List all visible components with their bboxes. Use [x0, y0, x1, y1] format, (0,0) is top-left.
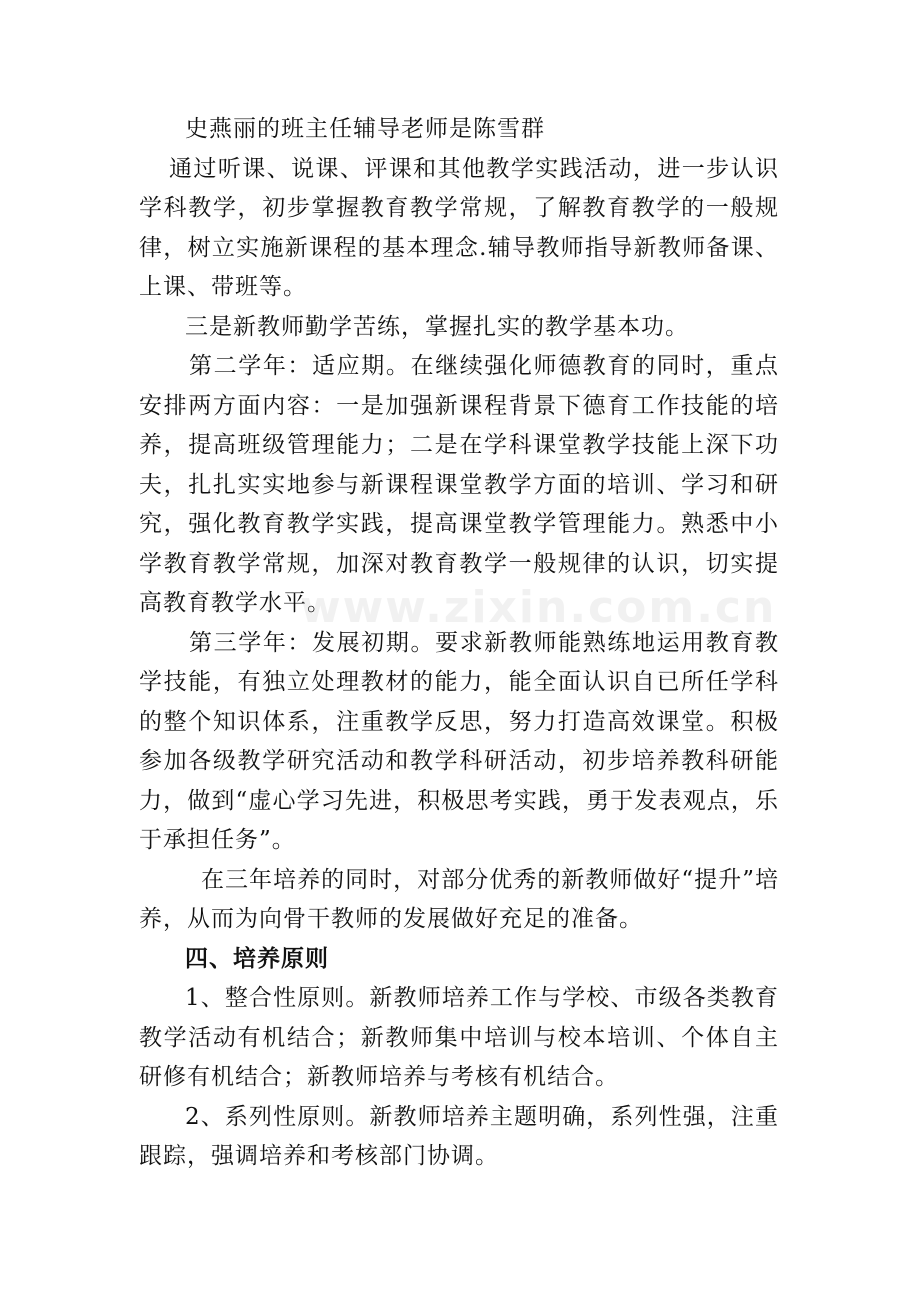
paragraph-second-year: 第二学年：适应期。在继续强化师德教育的同时，重点安排两方面内容：一是加强新课程背景下德育工作技能的培养，提高班级管理能力；二是在学科课堂教学技能上深下功夫，扎扎实实地参与新课程课堂教学方面的培训、学习和研究，强化教育教学实践，提高课堂教学管理能力。熟悉中小学教育教学常规，加深对教育教学一般规律的认识，切实提高教育教学水平。 [139, 353, 779, 616]
paragraph-basic-skills: 三是新教师勤学苦练，掌握扎实的教学基本功。 [185, 313, 689, 340]
paragraph-principle-series: 2、系列性原则。新教师培养主题明确，系列性强，注重跟踪，强调培养和考核部门协调。 [139, 1103, 779, 1169]
paragraph-mentor-note: 史燕丽的班主任辅导老师是陈雪群 [185, 116, 545, 142]
watermark: www.zixin.com.cn [300, 582, 777, 633]
paragraph-third-year: 第三学年：发展初期。要求新教师能熟练地运用教育教学技能，有独立处理教材的能力，能全面认识自已所任学科的整个知识体系，注重教学反思，努力打造高效课堂。积极参加各级教学研究活动和教学科研活动，初步培养教科研能力，做到“虚心学习先进，积极思考实践，勇于发表观点，乐于承担任务”。 [139, 629, 779, 853]
paragraph-advanced-training: 在三年培养的同时，对部分优秀的新教师做好“提升”培养，从而为向骨干教师的发展做好充足的准备。 [139, 866, 779, 932]
section-heading-principles: 四、培养原则 [185, 945, 329, 972]
document-body [139, 110, 779, 1177]
paragraph-principle-integration: 1、整合性原则。新教师培养工作与学校、市级各类教育教学活动有机结合；新教师集中培训与校本培训、个体自主研修有机结合；新教师培养与考核有机结合。 [139, 985, 779, 1090]
paragraph-teaching-practice: 通过听课、说课、评课和其他教学实践活动，进一步认识学科教学，初步掌握教育教学常规，了解教育教学的一般规律，树立实施新课程的基本理念.辅导教师指导新教师备课、上课、带班等。 [139, 155, 779, 300]
